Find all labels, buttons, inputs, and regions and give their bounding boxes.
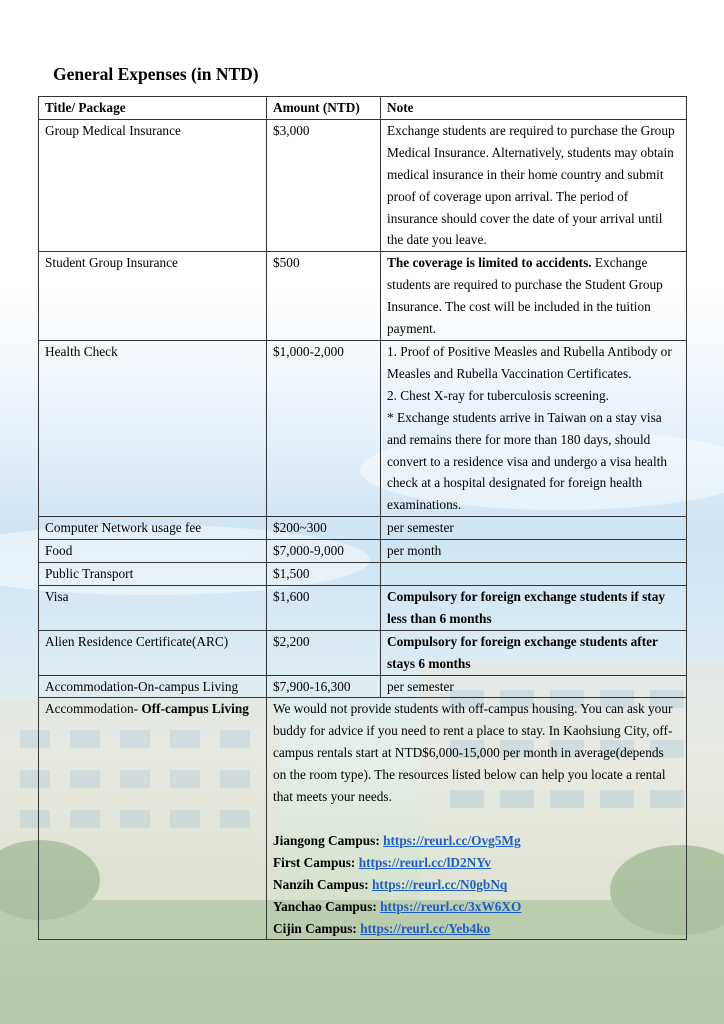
campus-name: Nanzih Campus:: [273, 876, 369, 892]
table-row: [39, 675, 687, 698]
campus-link-line: [273, 918, 680, 940]
table-row: [39, 119, 687, 251]
campus-name: Jiangong Campus:: [273, 832, 380, 848]
table-row: [39, 517, 687, 540]
row-amount: $7,000-9,000: [267, 540, 381, 563]
page-title: General Expenses (in NTD): [53, 64, 259, 84]
campus-rental-link-jiangong[interactable]: https://reurl.cc/Ovg5Mg: [383, 832, 521, 848]
note-text: We would not provide students with off-campus housing. You can ask your buddy for advice if you need to rent a place to stay. In Kaohsiung City, off-campus rentals start at NTD$6,000-15,000 per month in average(depends on the room type). The resources listed below can help you locate a rental that meets your needs.: [273, 701, 673, 805]
row-note: Exchange students are required to purchase the Group Medical Insurance. Alternatively, students may obtain medical insurance in their home country and submit proof of coverage upon arrival. The period of insurance should cover the date of your arrival until the date you leave.: [381, 119, 687, 251]
table-row: [39, 563, 687, 586]
title-emphasis: Off-campus Living: [141, 701, 249, 717]
column-header-note: Note: [381, 97, 687, 120]
table-row: [39, 252, 687, 341]
row-title: [39, 698, 267, 940]
campus-rental-link-cijin[interactable]: https://reurl.cc/Yeb4ko: [360, 920, 491, 936]
row-title: Accommodation-On-campus Living: [39, 675, 267, 698]
row-amount: $7,900-16,300: [267, 675, 381, 698]
campus-rental-link-first[interactable]: https://reurl.cc/lD2NYv: [358, 854, 492, 870]
row-title: Visa: [39, 585, 267, 630]
campus-link-line: [273, 830, 680, 852]
row-amount: $2,200: [267, 630, 381, 675]
row-note: per semester: [381, 675, 687, 698]
campus-rental-link-nanzih[interactable]: https://reurl.cc/N0gbNq: [372, 876, 508, 892]
campus-name: Cijin Campus:: [273, 920, 357, 936]
campus-rental-link-yanchao[interactable]: https://reurl.cc/3xW6XO: [380, 898, 522, 914]
table-row: [39, 340, 687, 516]
spacer: [273, 808, 680, 830]
row-title: Alien Residence Certificate(ARC): [39, 630, 267, 675]
row-title: Food: [39, 540, 267, 563]
campus-link-line: [273, 896, 680, 918]
row-amount: $1,500: [267, 563, 381, 586]
expenses-table: [38, 96, 687, 940]
note-item: 2. Chest X-ray for tuberculosis screening.: [387, 387, 609, 403]
row-title: Student Group Insurance: [39, 252, 267, 341]
row-title: Group Medical Insurance: [39, 119, 267, 251]
row-note: Compulsory for foreign exchange students after stays 6 months: [381, 630, 687, 675]
row-title: Health Check: [39, 340, 267, 516]
row-amount: $1,000-2,000: [267, 340, 381, 516]
table-row: [39, 698, 687, 940]
row-amount: $1,600: [267, 585, 381, 630]
campus-link-line: [273, 852, 680, 874]
row-note: per month: [381, 540, 687, 563]
row-title: Computer Network usage fee: [39, 517, 267, 540]
row-note: Compulsory for foreign exchange students if stay less than 6 months: [381, 585, 687, 630]
row-note: [381, 252, 687, 341]
row-note: [381, 340, 687, 516]
table-row: [39, 585, 687, 630]
note-text: Exchange students are required to purchase the Student Group Insurance. The cost will be included in the tuition payment.: [387, 255, 663, 337]
table-header-row: [39, 97, 687, 120]
column-header-title: Title/ Package: [39, 97, 267, 120]
row-amount: $500: [267, 252, 381, 341]
table-row: [39, 630, 687, 675]
row-note: per semester: [381, 517, 687, 540]
row-note-merged: [267, 698, 687, 940]
campus-name: Yanchao Campus:: [273, 898, 377, 914]
row-title: Public Transport: [39, 563, 267, 586]
campus-name: First Campus:: [273, 854, 356, 870]
note-item: * Exchange students arrive in Taiwan on a stay visa and remains there for more than 180 days, should convert to a residence visa and undergo a visa health check at a hospital designated for foreign health examinations.: [387, 409, 667, 513]
column-header-amount: Amount (NTD): [267, 97, 381, 120]
title-text: Accommodation-: [45, 701, 142, 717]
row-amount: $200~300: [267, 517, 381, 540]
note-item: 1. Proof of Positive Measles and Rubella Antibody or Measles and Rubella Vaccination Certificates.: [387, 343, 672, 381]
campus-link-line: [273, 874, 680, 896]
row-note: [381, 563, 687, 586]
row-amount: $3,000: [267, 119, 381, 251]
table-row: [39, 540, 687, 563]
note-emphasis: The coverage is limited to accidents.: [387, 255, 592, 271]
